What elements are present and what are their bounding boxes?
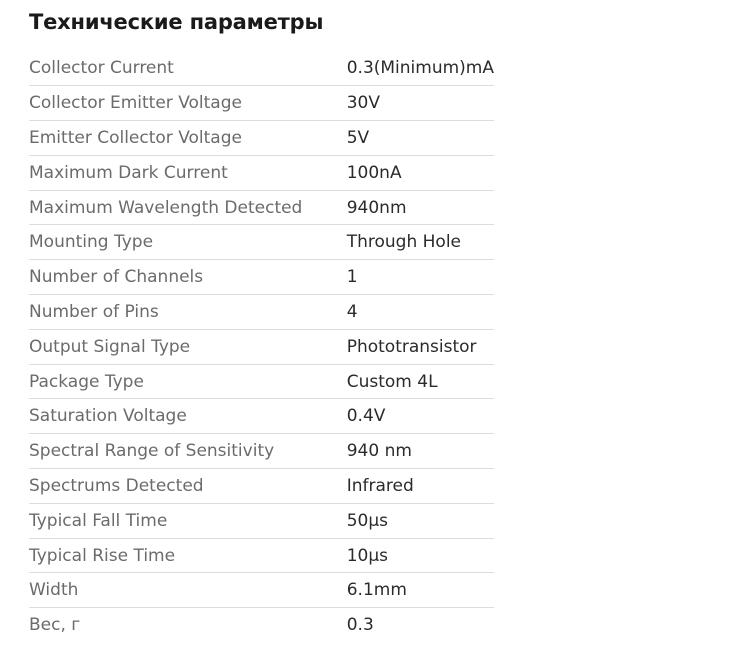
spec-label: Package Type bbox=[29, 371, 144, 392]
table-row bbox=[29, 399, 494, 434]
specs-table bbox=[29, 51, 494, 643]
table-row bbox=[29, 573, 494, 608]
spec-value: 5V bbox=[346, 127, 370, 148]
table-row bbox=[29, 434, 494, 469]
section-title: Технические параметры bbox=[29, 10, 324, 34]
table-row bbox=[29, 121, 494, 156]
spec-value: Custom 4L bbox=[346, 371, 438, 392]
table-row bbox=[29, 86, 494, 121]
spec-value: 10µs bbox=[346, 545, 389, 566]
table-row bbox=[29, 51, 494, 86]
spec-value: 4 bbox=[346, 301, 358, 322]
table-row bbox=[29, 260, 494, 295]
table-row bbox=[29, 190, 494, 225]
spec-value: 6.1mm bbox=[346, 580, 407, 601]
spec-value: 100nA bbox=[346, 162, 402, 183]
spec-label: Spectral Range of Sensitivity bbox=[29, 441, 275, 462]
spec-value: 940nm bbox=[346, 197, 407, 218]
table-row bbox=[29, 364, 494, 399]
spec-value: Infrared bbox=[346, 475, 414, 496]
spec-value: 940 nm bbox=[346, 441, 412, 462]
spec-value: Through Hole bbox=[346, 232, 462, 253]
table-row bbox=[29, 329, 494, 364]
spec-value: Phototransistor bbox=[346, 336, 477, 357]
spec-value: 0.3 bbox=[346, 615, 374, 636]
table-row bbox=[29, 295, 494, 330]
table-row bbox=[29, 469, 494, 504]
spec-label: Вес, г bbox=[29, 615, 81, 636]
spec-value: 30V bbox=[346, 93, 380, 114]
table-row bbox=[29, 503, 494, 538]
table-row bbox=[29, 225, 494, 260]
spec-label: Output Signal Type bbox=[29, 336, 191, 357]
spec-label: Maximum Dark Current bbox=[29, 162, 228, 183]
spec-value: 1 bbox=[346, 267, 358, 288]
table-row bbox=[29, 538, 494, 573]
table-row bbox=[29, 608, 494, 643]
spec-label: Spectrums Detected bbox=[29, 475, 204, 496]
table-row bbox=[29, 155, 494, 190]
spec-label: Width bbox=[29, 580, 79, 601]
spec-label: Typical Rise Time bbox=[29, 545, 176, 566]
spec-label: Number of Pins bbox=[29, 301, 159, 322]
spec-label: Collector Current bbox=[29, 58, 174, 79]
spec-value: 50µs bbox=[346, 510, 389, 531]
spec-label: Mounting Type bbox=[29, 232, 154, 253]
spec-label: Saturation Voltage bbox=[29, 406, 187, 427]
spec-value: 0.4V bbox=[346, 406, 386, 427]
spec-label: Number of Channels bbox=[29, 267, 204, 288]
spec-label: Maximum Wavelength Detected bbox=[29, 197, 303, 218]
spec-label: Collector Emitter Voltage bbox=[29, 93, 242, 114]
spec-label: Emitter Collector Voltage bbox=[29, 127, 242, 148]
spec-value: 0.3(Minimum)mA bbox=[346, 58, 494, 79]
spec-label: Typical Fall Time bbox=[29, 510, 168, 531]
